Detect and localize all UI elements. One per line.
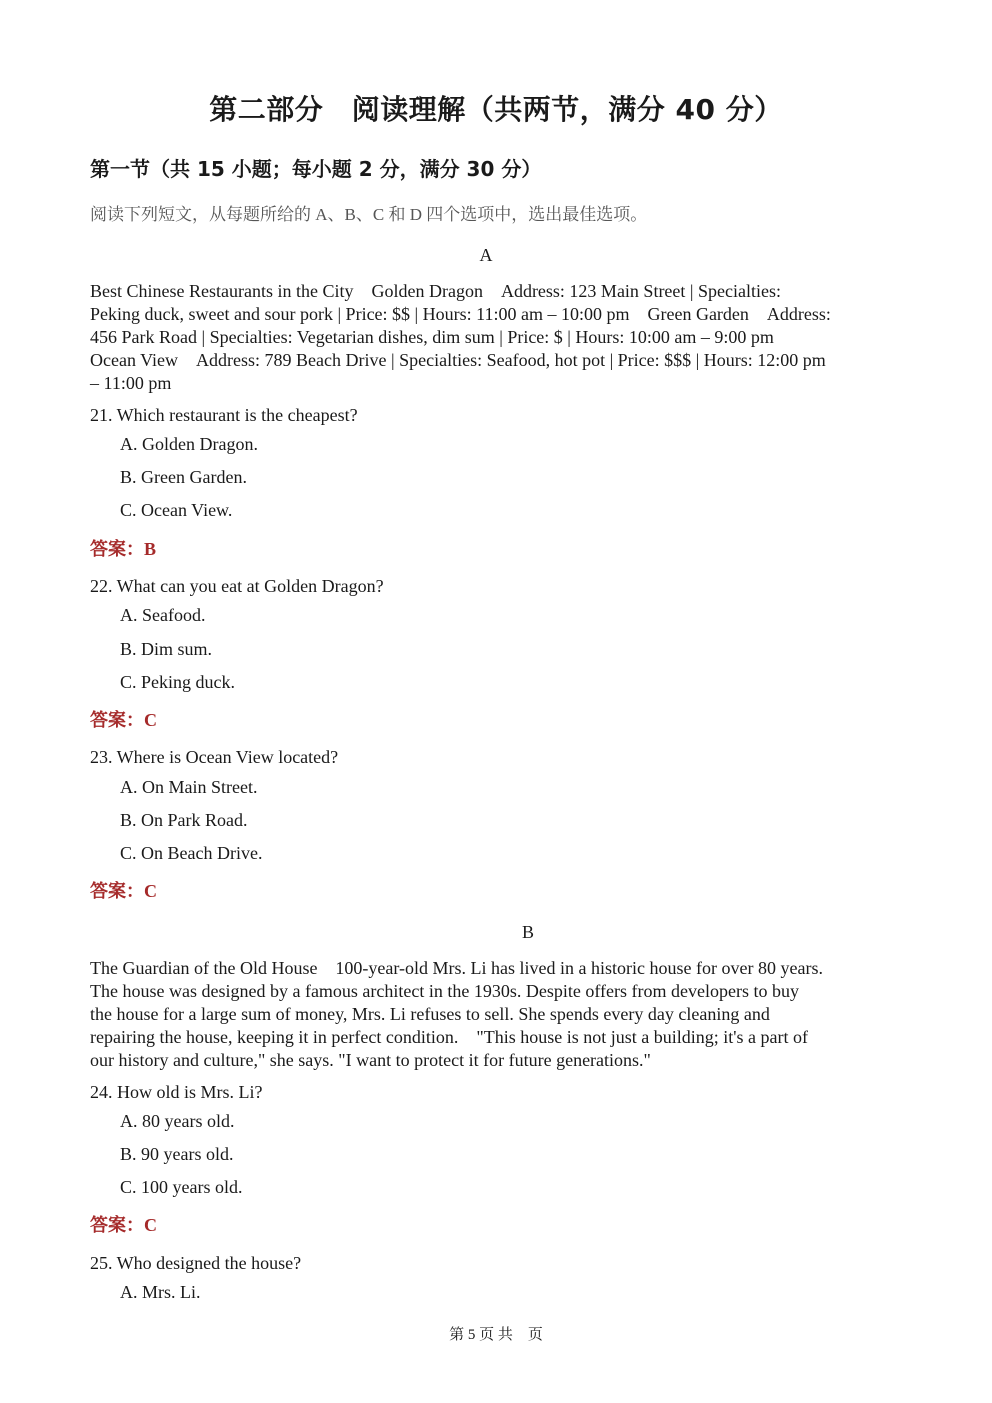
answer-23: 答案：C	[90, 881, 157, 901]
passage-line: 456 Park Road | Specialties: Vegetarian dishes, dim sum | Price: $ | Hours: 10:00 am – 9:00 pm	[90, 327, 774, 347]
passage-line: Ocean View Address: 789 Beach Drive | Specialties: Seafood, hot pot | Price: $$$ | Hours: 12:00 pm	[90, 350, 826, 370]
passage-line: – 11:00 pm	[90, 373, 172, 393]
option: A. 80 years old.	[120, 1111, 235, 1131]
passage-a-letter: A	[479, 245, 493, 265]
passage-line: The Guardian of the Old House 100-year-old Mrs. Li has lived in a historic house for over 80 years.	[90, 958, 823, 978]
option: A. Golden Dragon.	[120, 434, 258, 454]
option: C. Peking duck.	[120, 672, 235, 692]
section-heading: 第一节（共 15 小题；每小题 2 分，满分 30 分）	[90, 157, 542, 181]
option: A. Seafood.	[120, 605, 206, 625]
option: B. On Park Road.	[120, 810, 248, 830]
passage-a	[90, 280, 920, 395]
instructions: 阅读下列短文，从每题所给的 A、B、C 和 D 四个选项中，选出最佳选项。	[90, 205, 648, 224]
option: B. 90 years old.	[120, 1144, 234, 1164]
answer-21: 答案：B	[90, 539, 157, 559]
passage-line: The house was designed by a famous architect in the 1930s. Despite offers from developers to buy	[90, 981, 799, 1001]
question-23: 23. Where is Ocean View located?	[90, 747, 339, 767]
passage-b-letter: B	[521, 922, 534, 942]
option: A. On Main Street.	[120, 777, 258, 797]
passage-line: repairing the house, keeping it in perfect condition. "This house is not just a building; it's a part of	[90, 1027, 808, 1047]
question-21: 21. Which restaurant is the cheapest?	[90, 405, 358, 425]
answer-24: 答案：C	[90, 1215, 157, 1235]
option: C. On Beach Drive.	[120, 843, 263, 863]
question-22: 22. What can you eat at Golden Dragon?	[90, 576, 384, 596]
passage-line: Best Chinese Restaurants in the City Golden Dragon Address: 123 Main Street | Specialties:	[90, 281, 781, 301]
passage-line: our history and culture," she says. "I want to protect it for future generations."	[90, 1050, 651, 1070]
page-footer: 第 5 页 共 页	[449, 1327, 543, 1343]
option: C. 100 years old.	[120, 1177, 243, 1197]
option: C. Ocean View.	[120, 500, 233, 520]
option: B. Green Garden.	[120, 467, 247, 487]
option: B. Dim sum.	[120, 639, 213, 659]
question-25: 25. Who designed the house?	[90, 1253, 302, 1273]
option: A. Mrs. Li.	[120, 1282, 201, 1302]
passage-b	[90, 957, 920, 1072]
answer-22: 答案：C	[90, 710, 157, 730]
question-24: 24. How old is Mrs. Li?	[90, 1082, 263, 1102]
page-title: 第二部分 阅读理解（共两节，满分 40 分）	[209, 93, 783, 126]
passage-line: the house for a large sum of money, Mrs. Li refuses to sell. She spends every day cleaning and	[90, 1004, 770, 1024]
passage-line: Peking duck, sweet and sour pork | Price: $$ | Hours: 11:00 am – 10:00 pm Green Garden Address:	[90, 304, 831, 324]
